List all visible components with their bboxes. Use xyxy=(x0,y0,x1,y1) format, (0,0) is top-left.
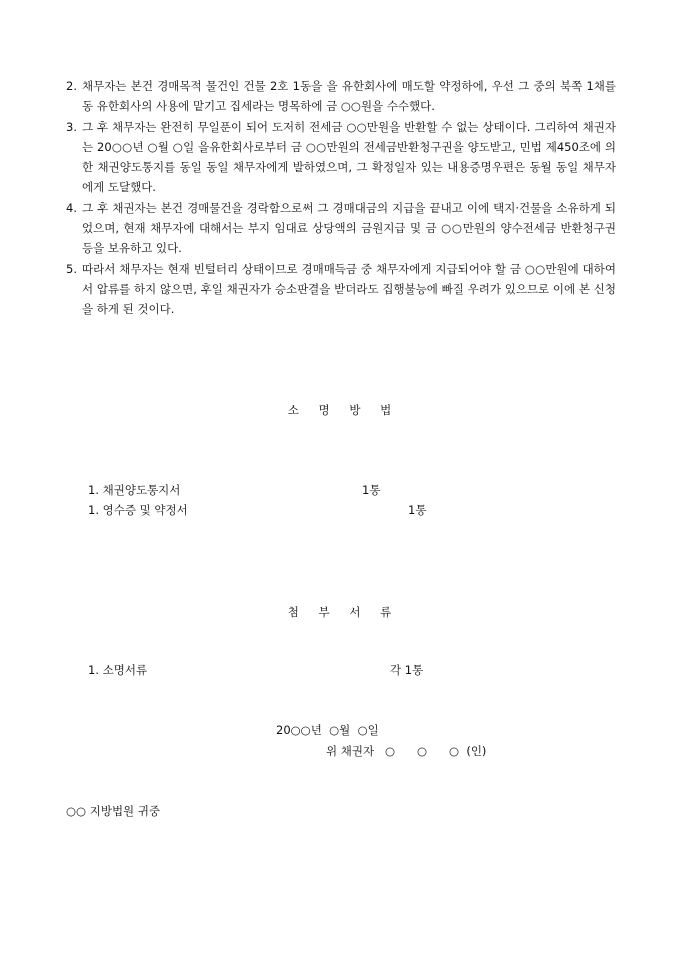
proof-item-label: 1. 영수증 및 약정서 xyxy=(88,503,188,517)
attachments-heading: 첨 부 서 류 xyxy=(287,605,393,619)
court-addressee: ○○ 지방법원 귀중 xyxy=(66,804,161,818)
proof-methods-heading: 소 명 방 법 xyxy=(287,403,393,417)
date-line: 20○○년 ○월 ○일 xyxy=(276,723,379,737)
fact-item xyxy=(66,76,616,117)
proof-item-qty: 1통 xyxy=(408,503,427,517)
fact-item xyxy=(66,198,616,259)
fact-text: 따라서 채무자는 현재 빈털터리 상태이므로 경매매득금 중 채무자에게 지급되어야 할 금 ○○만원에 대하여서 압류를 하지 않으면, 후일 채권자가 승소판결을 받더라도 집행불능에 빠질 우려가 있으므로 이에 본 신청을 하게 된 것이다. xyxy=(82,261,616,317)
fact-number: 4. xyxy=(66,200,77,215)
proof-item-label: 1. 채권양도통지서 xyxy=(88,483,181,497)
proof-item-qty: 1통 xyxy=(362,483,381,497)
fact-number: 2. xyxy=(66,79,77,93)
fact-number: 5. xyxy=(66,261,77,276)
fact-number: 3. xyxy=(66,119,77,134)
fact-text: 그 후 채무자는 완전히 무일푼이 되어 도저히 전세금 ○○만원을 반환할 수 없는 상태이다. 그리하여 채권자는 20○○년 ○월 ○일 을유한회사로부터 금 ○○만원의 전세금반환청구권을 양도받고, 민법 제450조에 의한 채권양도통지를 동일 동일 채무자에게 발하였으며, 그 확정일자 있는 내용증명우편은 동월 동일 채무자에게 도달했다. xyxy=(82,119,616,195)
fact-item xyxy=(66,259,616,320)
fact-item xyxy=(66,117,616,198)
signer-line: 위 채권자 ○ ○ ○ (인) xyxy=(326,744,487,758)
fact-text: 그 후 채권자는 본건 경매물건을 경락함으로써 그 경매대금의 지급을 끝내고 이에 택지·건물을 소유하게 되었으며, 현재 채무자에 대해서는 부지 임대료 상당액의 금원지급 및 금 ○○만원의 양수전세금 반환청구권 등을 보유하고 있다. xyxy=(82,200,617,256)
fact-text: 채무자는 본건 경매목적 물건인 건물 2호 1동을 을 유한회사에 매도할 약정하에, 우선 그 중의 북쪽 1채를 동 유한회사의 사용에 맡기고 집세라는 명목하에 금 ○○원을 수수했다. xyxy=(82,79,616,114)
attachment-item-qty: 각 1통 xyxy=(390,663,424,677)
attachment-item-label: 1. 소명서류 xyxy=(88,663,148,677)
facts-list xyxy=(66,76,616,320)
